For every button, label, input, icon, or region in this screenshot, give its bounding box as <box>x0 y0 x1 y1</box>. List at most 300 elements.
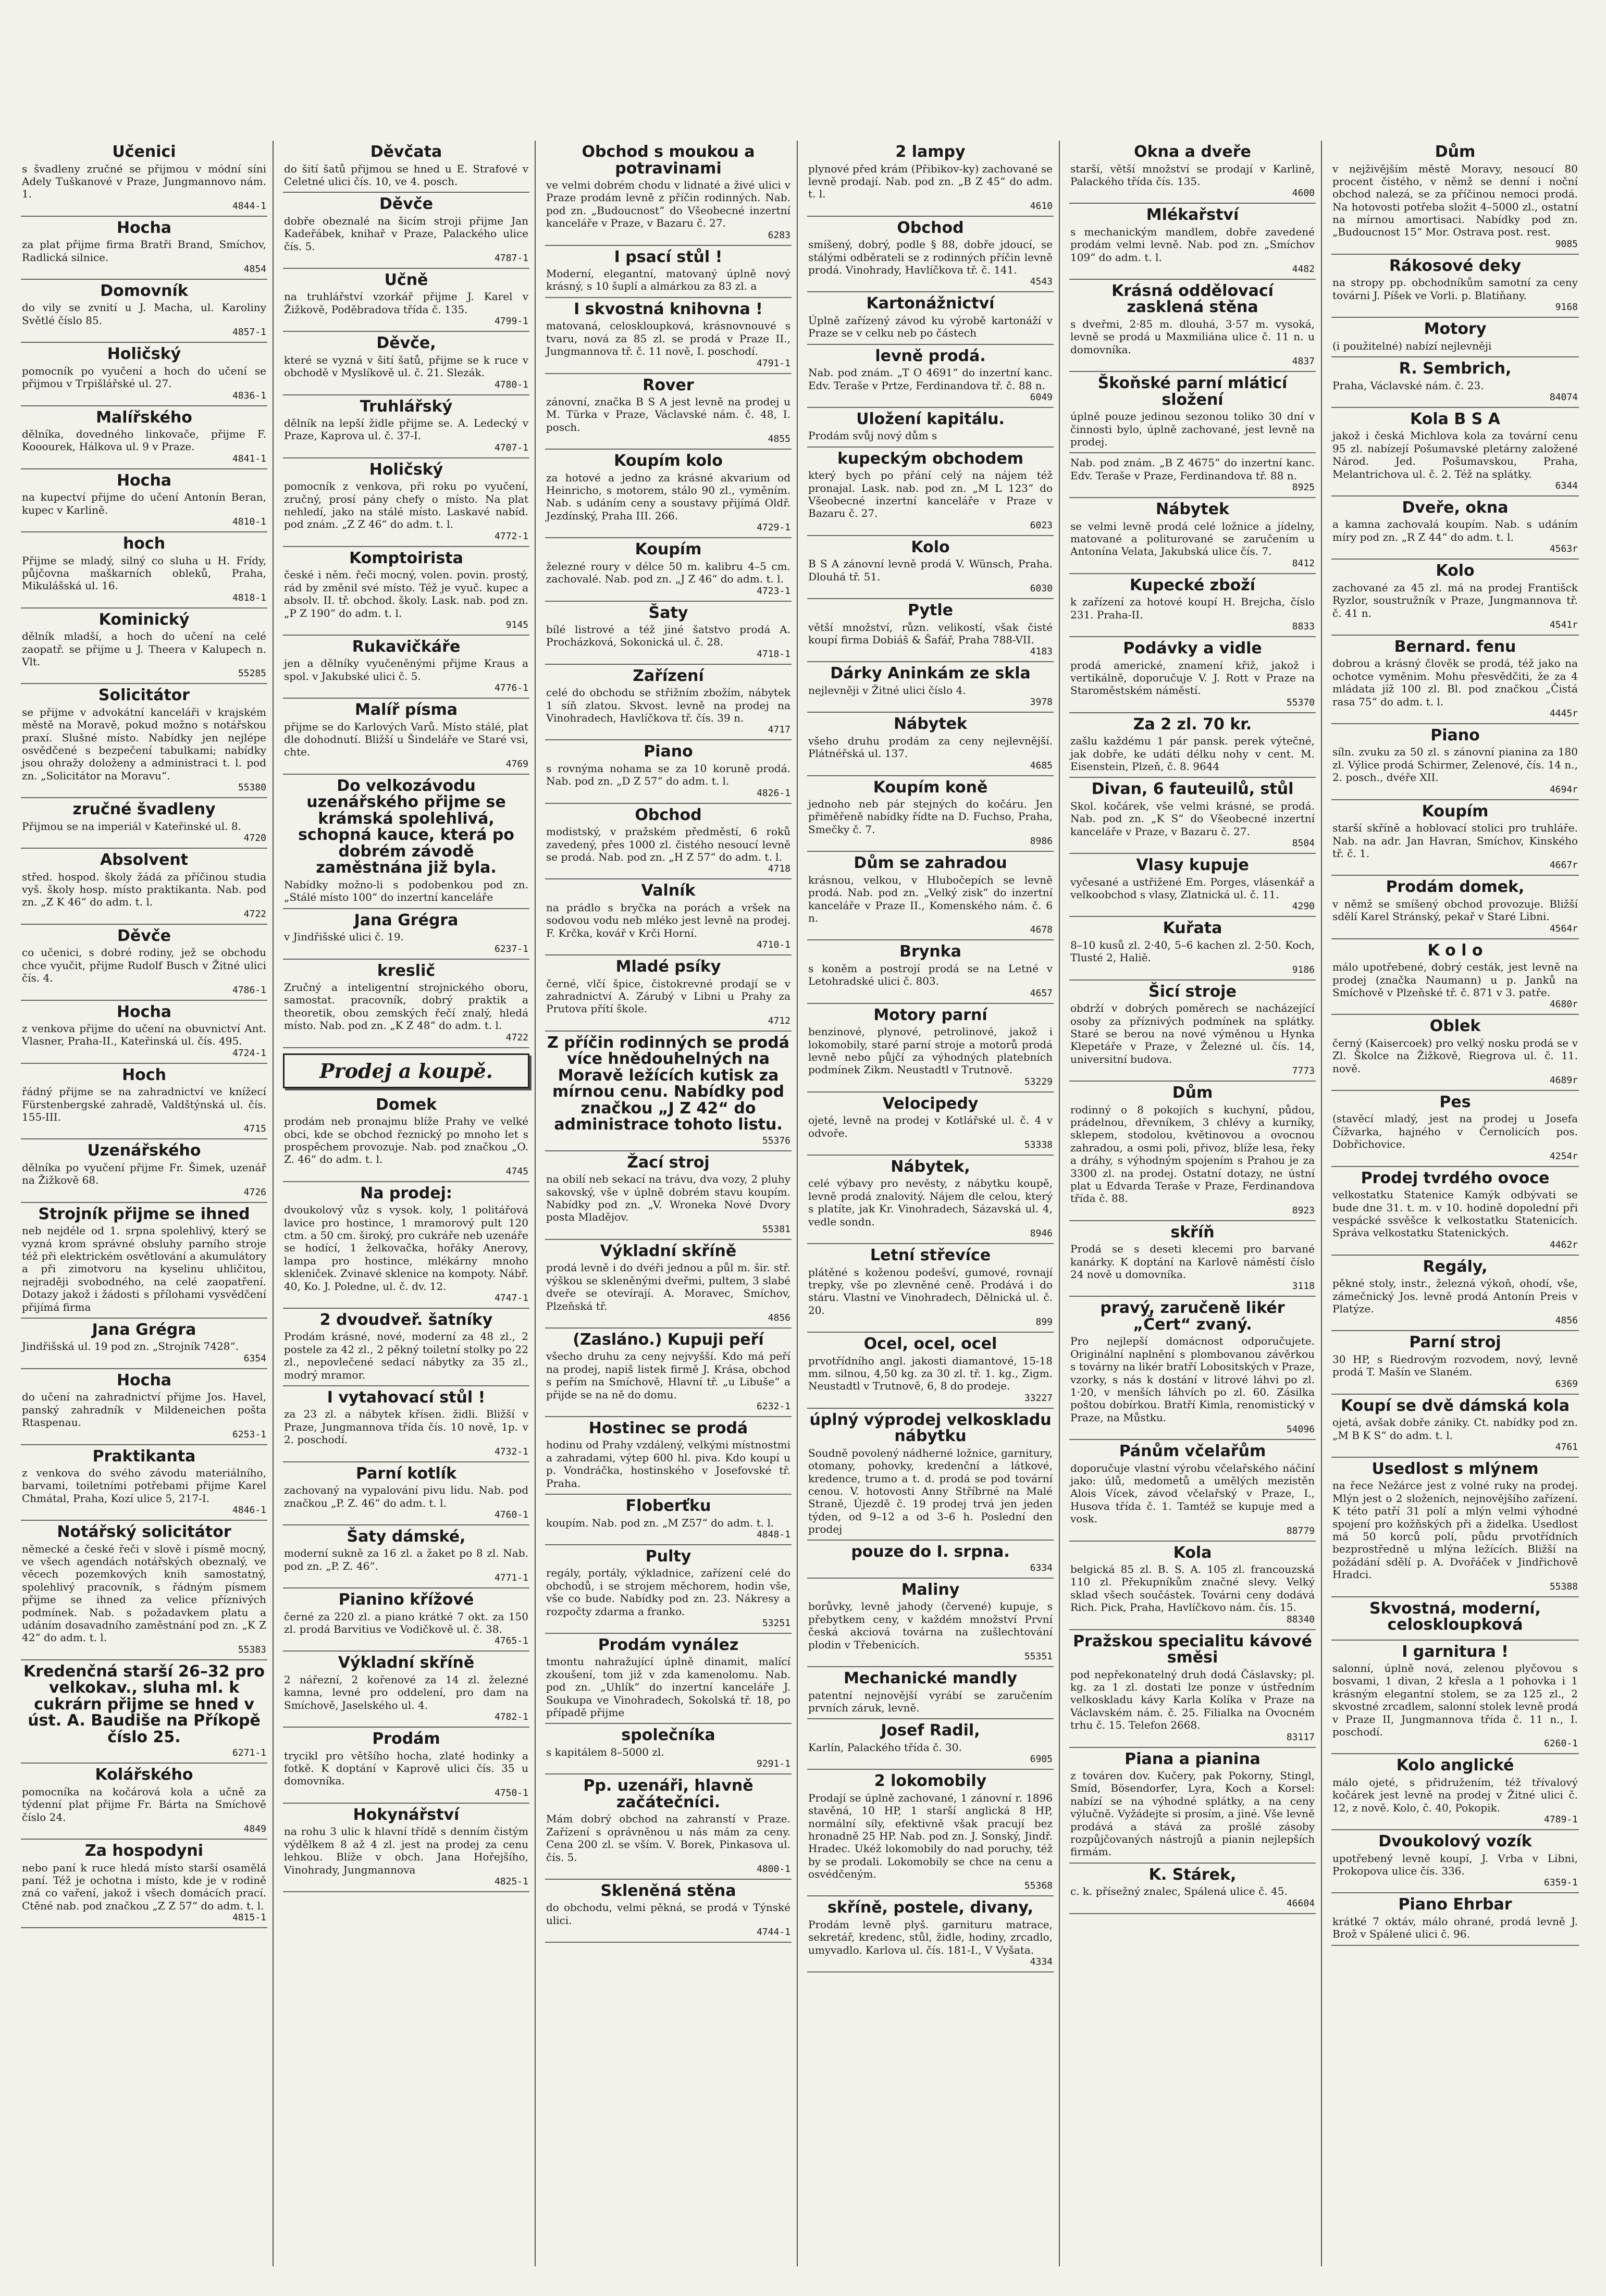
classified-ad <box>21 1369 267 1445</box>
ad-reference-number: 4720 <box>243 833 266 844</box>
ad-text: trycikl pro většího hocha, zlaté hodinky a fotkě. K doptání v Kaprově ulici čís. 35 u domovníka. <box>284 1749 528 1788</box>
ad-title: Kupecké zboží <box>1130 576 1255 594</box>
ad-reference-number: 6030 <box>1030 583 1053 594</box>
ad-text: zánovní, značka B S A jest levně na prodej u M. Türka v Praze, Václavské nám. č. 48, I. posch. <box>546 395 790 433</box>
ad-text: moderní sukně za 16 zl. a žaket po 8 zl. Nab. pod zn. „P. Z. 46“. <box>284 1547 528 1572</box>
ad-reference-number: 33227 <box>1024 1392 1053 1404</box>
ad-text: všeho druhu prodám za ceny nejlevnější. Plátnéřská ul. 137. <box>808 734 1053 760</box>
ad-title: skříně, postele, divany, <box>827 1898 1034 1917</box>
ad-text: do učení na zahradnictví přijme Jos. Havel, panský zahradník v Mildeneichen pošta Rtaspenau. <box>22 1391 266 1429</box>
ad-reference-number: 55376 <box>762 1135 790 1146</box>
classified-ad <box>21 280 267 343</box>
classified-ad <box>21 684 267 798</box>
classified-ad <box>545 879 792 955</box>
ad-text: s dveřmi, 2·85 m. dlouhá, 3·57 m. vysoká, levně se prodá u Maxmiliána ulice č. 11 n. u domovníka. <box>1070 317 1315 356</box>
classified-ad <box>1069 854 1316 917</box>
ad-text: černé, vlčí špice, čistokrevné prodají se v zahradnictví A. Zárubý v Libni u Prahy za Prutova přítí škole. <box>546 977 790 1015</box>
column-4 <box>807 141 1060 2266</box>
ad-title: Dům <box>1435 143 1476 161</box>
ad-reference-number: 4848-1 <box>756 1529 790 1540</box>
classified-ad <box>1069 498 1316 574</box>
ad-text: upotřebený levně koupí, J. Vrba v Libni, Prokopova ulice čís. 336. <box>1332 1852 1578 1877</box>
ad-text: střed. hospod. školy žádá za příčinou studia vyš. školy hosp. místo praktikanta. Nab. pod zn. „Z K 46“ do adm. t. l. <box>22 870 266 909</box>
ad-text: za 23 zl. a nábytek křísen. židli. Bližší v Praze, Jungmannova třída čís. 10 nově, 1p. v 2. poschodí. <box>284 1408 528 1446</box>
classified-ad <box>545 1032 792 1151</box>
ad-reference-number: 4771-1 <box>494 1572 528 1584</box>
ad-title: 2 lampy <box>895 143 966 161</box>
ad-reference-number: 4667r <box>1549 860 1578 871</box>
ad-reference-number: 4657 <box>1030 987 1053 999</box>
classified-ad <box>545 1495 792 1545</box>
ad-text: v Jindřišské ulici č. 19. <box>284 930 404 944</box>
ad-title: K. Stárek, <box>1148 1865 1237 1884</box>
ad-title: Zařízení <box>633 666 704 685</box>
ad-text: 2 nářezní, 2 kořenové za 14 zl. železné kamna, levné pro oddelení, pro dam na Smíchově, Jaselského ul. 4. <box>284 1673 528 1711</box>
ad-text: plátěné s koženou podešví, gumové, rovnají trepky, vše po zlevněné ceně. Prodává i do stáru. Vlastní ve Vinohradech, Dělnická ul. č. 20. <box>808 1265 1053 1317</box>
ad-text: prodám neb pronajmu blíže Prahy ve velké obci, kde se obchod řeznický po mnoho let s prospěchem provozuje. Nab. pod značkou „O. Z. 46“ do adm. t. l. <box>284 1115 528 1166</box>
ad-text: pěkné stoly, instr., železná výkoň, ohodí, vše, zámečnický Jos. levně prodá Antonín Preis v Platýze. <box>1332 1277 1578 1315</box>
classified-ad <box>807 662 1054 713</box>
ad-reference-number: 4769 <box>505 758 528 770</box>
ad-reference-number: 4772-1 <box>494 530 528 542</box>
ad-text: za plat přijme firma Bratři Brand, Smíchov, Radlická silnice. <box>22 238 266 264</box>
classified-ad <box>807 217 1054 293</box>
ad-reference-number: 4729-1 <box>756 522 790 533</box>
ad-title: Piano Ehrbar <box>1398 1895 1512 1914</box>
classified-ad <box>21 1660 267 1764</box>
ad-text: salonní, úplně nová, zelenou plyčovou s bosvami, 1 divan, 2 křesla a 1 pohovka i 1 krásným elegantní stolem, se za 125 zl., 2 skvostné zrcadlem, salonní stolek levně prodá v Praze II, Jungmannova třída č. 11 n., I. poschodí. <box>1332 1662 1578 1738</box>
ad-reference-number: 4800-1 <box>756 1863 790 1875</box>
ad-title: Pp. uzenáři, hlavně začátečníci. <box>583 1777 753 1811</box>
classified-ad <box>545 740 792 803</box>
ad-text: tmontu nahražující úplně dinamit, malící zkoušení, tom již v zda kamenolomu. Nab. pod zn. „Uhlík“ do inzertní kanceláře J. Soukupa ve Vinohradech, Sokolská tř. 18, po případě přijme <box>546 1655 790 1719</box>
ad-reference-number: 4856 <box>1555 1315 1578 1326</box>
classified-ad <box>1069 280 1316 372</box>
ad-text: Karlín, Palackého třída č. 30. <box>808 1741 962 1754</box>
ad-title: Motory parní <box>873 1006 987 1024</box>
ad-reference-number: 4722 <box>243 908 266 920</box>
ad-reference-number: 4694r <box>1549 784 1578 795</box>
ad-reference-number: 6283 <box>768 229 790 241</box>
ad-text: na rohu 3 ulic k hlavní třídě s denním čistým výdělkem 8 až 4 zl. jest na prodej za cenu lehkou. Blíže v obch. Jana Hořejšího, Vinohrady, Jungmannova <box>284 1825 528 1876</box>
ad-reference-number: 4726 <box>243 1186 266 1198</box>
ad-text: hodinu od Prahy vzdálený, velkými místnostmi a zahradami, výtep 600 hl. piva. Kdo koupí u p. Vondráčka, hostinského v Josefovské tř. Praha. <box>546 1438 790 1490</box>
ad-text: obdrží v dobrých poměrech se nacházející osoby za příznivých podmínek na splátky. Staré se berou na nové výměnou u Hynka Klepetáře v Praze, v Železné ul. čís. 14, universitní budova. <box>1070 1002 1315 1065</box>
classified-ad <box>283 395 529 458</box>
ad-text: na prádlo s bryčka na porách a vršek na sodovou vodu neb mléko jest levně na prodej. F. Krčka, kovář v Krči Horní. <box>546 901 790 939</box>
ad-reference-number: 9168 <box>1555 302 1578 313</box>
ad-text: Nabídky možno-li s podobenkou pod zn. „Stálé místo 100“ do inzertní kanceláře <box>284 878 528 904</box>
classified-ad <box>1331 1597 1579 1641</box>
ad-reference-number: 4715 <box>243 1123 266 1135</box>
ad-reference-number: 3978 <box>1030 697 1053 708</box>
ad-reference-number: 4815-1 <box>232 1912 266 1923</box>
ad-reference-number: 4724-1 <box>232 1047 266 1059</box>
classified-ad <box>21 1139 267 1202</box>
ad-reference-number: 55351 <box>1024 1651 1053 1662</box>
ad-text: 8–10 kusů zl. 2·40, 5–6 kachen zl. 2·50. Koch, Tlusté 2, Haliě. <box>1070 938 1315 964</box>
classified-ad <box>807 852 1054 940</box>
ad-title: Děvče <box>379 195 433 214</box>
ad-title: Děvčata <box>370 143 442 161</box>
ad-text: koupím. Nab. pod zn. „M Z57“ do adm. t. l. <box>546 1516 774 1529</box>
ad-reference-number: 55388 <box>1549 1581 1578 1592</box>
ad-title: Floberťku <box>625 1497 711 1516</box>
ad-text: starší, větší množství se prodají v Karlině, Palackého třída čís. 135. <box>1070 162 1315 188</box>
classified-ad <box>545 1880 792 1943</box>
ad-title: Piana a pianina <box>1125 1749 1261 1768</box>
ad-text: patentní nejnovější vyrábí se zaručením prvních záruk, levně. <box>808 1689 1053 1714</box>
ad-title: Kartonážnictví <box>866 294 995 313</box>
ad-reference-number: 899 <box>1035 1317 1053 1328</box>
classified-ad <box>545 1724 792 1774</box>
classified-ad <box>21 849 267 925</box>
ad-text: ve velmi dobrém chodu v lidnaté a živé ulici v Praze prodám levně z příčin rodinných. Nab. pod zn. „Budoucnost“ do Všeobecné inzertní kanceláře v Praze, v Bazaru č. 27. <box>546 179 790 230</box>
ad-reference-number: 4564r <box>1549 923 1578 934</box>
classified-ad <box>283 1804 529 1892</box>
classified-ad <box>21 609 267 685</box>
ad-reference-number: 8986 <box>1030 836 1053 847</box>
classified-ad <box>1069 574 1316 637</box>
classified-ad <box>545 246 792 298</box>
ad-text: neb nejdéle od 1. srpna spolehlivý, který se vyzná krom správné obsluhy parního stroje též při elektrickém osvětlování a akumulátory a při zimotvoru na kyselinu uhličitou, nejraději svobodného, na celé zaopatření. Dotazy jakož i žádosti s přílohami vysvědčení přijímá firma <box>22 1224 266 1313</box>
ad-title: Za hospodyni <box>84 1842 204 1860</box>
ad-reference-number: 55381 <box>762 1223 790 1235</box>
ad-title: hoch <box>122 535 166 553</box>
ad-reference-number: 4799-1 <box>494 316 528 327</box>
ad-text: s kapitálem 8–5000 zl. <box>546 1745 664 1758</box>
ad-title: Hocha <box>116 218 172 237</box>
ad-reference-number: 4857-1 <box>232 327 266 338</box>
classified-ad <box>807 1333 1054 1409</box>
ad-text: s švadleny zručné se přijmou v módní síni Adely Tuškanové v Praze, Jungmannovo nám. 1. <box>22 162 266 201</box>
classified-ad <box>807 776 1054 852</box>
ad-reference-number: 4712 <box>768 1015 790 1026</box>
classified-ad <box>283 636 529 699</box>
classified-ad <box>283 458 529 547</box>
ad-text: s rovnýma nohama se za 10 koruně prodá. Nab. pod zn. „D Z 57“ do adm. t. l. <box>546 762 790 788</box>
ad-title: Kola B S A <box>1410 409 1500 428</box>
ad-text: ojetá, avšak dobře zániky. Ct. nabídky pod zn. „M B K S“ do adm. t. l. <box>1332 1416 1578 1442</box>
ad-reference-number: 4841-1 <box>232 453 266 464</box>
classified-ad <box>807 1541 1054 1579</box>
ad-text: modistský, v pražském předměstí, 6 roků zavedený, přes 1000 zl. čistého nesoucí levně se prodá. Nab. pod zn. „H Z 57“ do adm. t. l. <box>546 825 790 864</box>
classified-ad <box>545 665 792 741</box>
ad-text: (i použitelné) nabízí nejlevněji <box>1332 339 1492 352</box>
classified-ad <box>1331 1015 1579 1091</box>
ad-title: Pánům včelařům <box>1119 1442 1266 1461</box>
ad-reference-number: 4678 <box>1030 924 1053 936</box>
ad-title: Kolo <box>1436 562 1475 580</box>
classified-ad <box>283 909 529 960</box>
classified-ad <box>1069 453 1316 498</box>
ad-title: Děvče <box>117 926 171 945</box>
ad-title: Šaty <box>648 603 688 622</box>
ad-text: který bych po přání celý na nájem též pronajal. Lask. nab. pod zn. „M L 123“ do Všeobecné inzertní kanceláře v Praze v Bazaru č. 27. <box>808 469 1053 520</box>
ad-text: 30 HP, s Riedrovým rozvodem, nový, levně prodá T. Mašín ve Slaném. <box>1332 1352 1578 1379</box>
classified-ad <box>1069 1630 1316 1748</box>
classified-ad <box>545 1634 792 1724</box>
ad-title: kupeckým obchodem <box>837 449 1024 468</box>
ad-reference-number: 4782-1 <box>494 1711 528 1723</box>
ad-title: Malířského <box>96 408 192 427</box>
classified-ad <box>1331 876 1579 939</box>
ad-reference-number: 4826-1 <box>756 787 790 799</box>
ad-title: Výkladní skříně <box>338 1654 475 1672</box>
ad-title: kreslič <box>377 961 436 980</box>
ad-reference-number: 53229 <box>1024 1076 1053 1087</box>
ad-title: Hocha <box>116 1371 172 1389</box>
column-2 <box>283 141 536 2266</box>
classified-ad <box>283 1182 529 1309</box>
ad-reference-number: 6334 <box>1030 1562 1053 1573</box>
ad-text: jakož i česká Michlova kola za tovární cenu 95 zl. nabízejí Pošumavské pletárny založené Národ. Jed. Pošumavskou, Praha, Melantrichova ul. č. 2. Též na splátky. <box>1332 429 1578 480</box>
ad-text: Prodám levně plyš. garnituru matrace, sekretář, kredenc, stůl, židle, hodiny, zrcadlo, umyvadlo. Karlova ul. čís. 181-I., V Vyšata. <box>808 1918 1053 1956</box>
ad-text: Jindřišská ul. 19 pod zn. „Strojník 7428“. <box>22 1340 239 1353</box>
ad-reference-number: 4685 <box>1030 760 1053 771</box>
ad-title: Malíř písma <box>354 701 458 719</box>
ad-title: Výkladní skříně <box>600 1242 737 1260</box>
ad-text: síln. zvuku za 50 zl. s zánovní pianina za 180 zl. Výlice prodá Schirmer, Zelenové, čís. 14 n., 2. posch., dvéře XII. <box>1332 746 1578 784</box>
classified-ad <box>283 269 529 332</box>
ad-reference-number: 4334 <box>1030 1956 1053 1968</box>
ad-text: prodá americké, znamení křiž, jakož i vertikálně, doporučuje V. J. Rott v Praze na Staroměstském náměstí. <box>1070 659 1315 697</box>
ad-reference-number: 8412 <box>1292 557 1315 569</box>
ad-title: Dveře, okna <box>1402 498 1509 517</box>
ad-title: Piano <box>1430 726 1480 744</box>
ad-reference-number: 54096 <box>1286 1424 1315 1435</box>
ad-title: Hoch <box>122 1065 166 1084</box>
classified-ad <box>807 1770 1054 1896</box>
ad-reference-number: 4718-1 <box>756 648 790 660</box>
ad-reference-number: 6369 <box>1555 1378 1578 1389</box>
ad-title: pravý, zaručeně likér „Čert“ zvaný. <box>1100 1299 1285 1334</box>
classified-ad <box>21 343 267 406</box>
ad-reference-number: 6253-1 <box>232 1429 266 1440</box>
ad-reference-number: 4750-1 <box>494 1787 528 1798</box>
ad-title: Truhlářský <box>360 397 453 416</box>
ad-title: Parní kotlík <box>356 1464 456 1483</box>
ad-title: levně prodá. <box>875 346 986 365</box>
ad-text: dělník mladší, a hoch do učení na celé zaopatř. se přijme u J. Theera v Kalupech n. Vlt. <box>22 630 266 668</box>
ad-reference-number: 9291-1 <box>756 1758 790 1770</box>
ad-title: Pes <box>1439 1093 1471 1111</box>
ad-title: Kredenčná starší 26–32 pro velkokav., sluha ml. k cukrárn přijme se hned v úst. A. Baudiše na Příkopě číslo 25. <box>23 1662 265 1746</box>
ad-title: (Zaslánо.) Kupuji peří <box>573 1330 764 1349</box>
ad-text: Mám dobrý obchod na zahranstí v Praze. Zařízení s oprávněnou u nás mám za ceny. Cena 200 zl. se vším. V. Borek, Pinkasova ul. čís. 5. <box>546 1813 790 1864</box>
classified-ad <box>1331 141 1579 255</box>
classified-ad <box>807 1667 1054 1719</box>
ad-title: Domek <box>375 1095 437 1114</box>
classified-ad <box>21 1001 267 1064</box>
ad-text: na kupectví přijme do učení Antonín Beran, kupec v Karlině. <box>22 491 266 516</box>
classified-ad <box>1069 1440 1316 1541</box>
ad-reference-number: 4836-1 <box>232 390 266 401</box>
ad-title: zručné švadleny <box>72 800 216 819</box>
classified-ad <box>1069 778 1316 854</box>
classified-ad <box>1331 1256 1579 1332</box>
ad-reference-number: 4482 <box>1292 263 1315 275</box>
ad-title: Obchod s moukou a potravinami <box>582 143 755 178</box>
ad-title: Absolvent <box>100 851 189 870</box>
ad-title: Uzenářského <box>87 1141 201 1160</box>
classified-ad <box>21 1203 267 1319</box>
ad-reference-number: 6023 <box>1030 519 1053 531</box>
ad-title: skříň <box>1170 1223 1215 1242</box>
ad-reference-number: 4747-1 <box>494 1292 528 1304</box>
ad-reference-number: 4680r <box>1549 999 1578 1010</box>
ad-title: Pražskou specialitu kávové směsi <box>1073 1632 1312 1667</box>
ad-reference-number: 4810-1 <box>232 516 266 528</box>
classified-ad <box>807 1409 1054 1541</box>
classified-ad <box>807 536 1054 599</box>
ad-reference-number: 6260-1 <box>1543 1738 1578 1749</box>
classified-ad <box>545 1774 792 1880</box>
ad-text: v němž se smíšený obchod provozuje. Bližší sdělí Karel Stránský, pekař v Staré Libni. <box>1332 897 1578 923</box>
classified-ad <box>807 599 1054 662</box>
classified-ad <box>1069 1082 1316 1221</box>
ad-text: Přijmou se na imperiál v Kateřinské ul. 8. <box>22 820 241 833</box>
ad-text: na řece Nežárce jest z volné ruky na prodej. Mlýn jest o 2 složeních, nejnovějšího zařízení. K této patří 31 polí a mlýn velmi výhodné spojení pro kožňských při a židelka. Usedlost má 50 korců polí, půdu prvotřídních bezprostředně u mlýna ležících. Bližší na požádání sdělí p. A. Dvořáček v Jindřichově Hradci. <box>1332 1479 1578 1581</box>
ad-title: Za 2 zl. 70 kr. <box>1133 715 1252 734</box>
ad-reference-number: 4791-1 <box>756 357 790 369</box>
ad-text: B S A zánovní levně prodá V. Wünsch, Praha. Dlouhá tř. 51. <box>808 557 1053 583</box>
ad-text: krátké 7 oktáv, málo ohrané, prodá levně J. Brož v Spálené ulici č. 96. <box>1332 1915 1578 1941</box>
ad-text: na stropy pp. obchodníkům samotní za ceny továrni J. Píšek ve Vorli. p. Blatiňany. <box>1332 276 1578 302</box>
ad-text: borůvky, levně jahody (červené) kupuje, s přebytkem ceny, v každém množství První česká akciová továrna na zušlechtování plodin v Třebenicích. <box>808 1600 1053 1651</box>
ad-reference-number: 4765-1 <box>494 1635 528 1647</box>
ad-text: zašlu každému 1 pár pansk. perek výtečné, jak dobře, ke udáti délku nohy v cent. M. Eisenstein, Plzeň, č. 8. 9644 <box>1070 735 1315 773</box>
ad-reference-number: 55383 <box>238 1644 266 1655</box>
ad-title: Do velkozávodu uzenářského přijme se krámská spolehlivá, schopná kauce, která po dobrém závodě zaměstnána již byla. <box>298 776 514 877</box>
ad-title: Nábytek, <box>891 1157 970 1176</box>
classified-ad <box>21 217 267 280</box>
classified-ad <box>1069 204 1316 280</box>
classified-ad <box>1069 981 1316 1082</box>
ad-title: Žací stroj <box>627 1153 710 1172</box>
classified-ad <box>21 925 267 1001</box>
ad-reference-number: 4689r <box>1549 1074 1578 1086</box>
ad-title: Pulty <box>645 1547 691 1566</box>
classified-ad <box>1331 1754 1579 1830</box>
ad-text: málo upotřebené, dobrý cesták, jest levně na prodej (značka Naumann) u p. Janků na Smíchově v Plzeňské tř. č. 871 v 3. patře. <box>1332 961 1578 999</box>
classified-ad <box>21 1840 267 1928</box>
ad-reference-number: 4290 <box>1292 901 1315 912</box>
ad-title: společníka <box>621 1726 715 1745</box>
ad-reference-number: 4856 <box>768 1312 790 1323</box>
classified-ad <box>1331 1641 1579 1755</box>
ad-title: Učně <box>384 270 428 289</box>
ad-title: Jana Grégra <box>92 1320 196 1339</box>
ad-text: regály, portály, výkladnice, zařízení celé do obchodů, i se strojem měchorem, hodin vše, vše co bude. Nabídky pod zn. 23. Nákresy a rozpočty zdarma a franko. <box>546 1567 790 1618</box>
ad-title: Josef Radil, <box>881 1721 980 1740</box>
ad-title: R. Sembrich, <box>1399 359 1512 378</box>
ad-text: k zařízení za hotové koupí H. Brejcha, číslo 231. Praha-II. <box>1070 595 1315 621</box>
classified-ad <box>807 408 1054 448</box>
ad-text: německé a české řeči v slově i písmě mocný, ve všech agendách notářských obeznalý, ve věcech pozemkových knih samostatný, spolehlivý pracovník, s řádným písmem přijme se ihned za velice příznivých podmínek. Nab. s požadavkem platu a udáním dosavadního zaměstnání pod zn. „K Z 42“ do adm. t. l. <box>22 1542 266 1644</box>
ad-text: (stavěcí mladý, jest na prodej u Josefa Čížvarka, hajného v Černolicích pos. Dobřichovice. <box>1332 1112 1578 1151</box>
ad-text: Prodá se s deseti klecemi pro barvané kanárky. K doptání na Karlově náměstí číslo 24 nově u domovníka. <box>1070 1243 1315 1281</box>
classified-ad <box>21 469 267 532</box>
ad-title: Okna a dveře <box>1134 143 1251 161</box>
ad-title: K o l o <box>1427 941 1483 960</box>
ad-reference-number: 88340 <box>1286 1614 1315 1625</box>
classified-ad <box>1069 141 1316 204</box>
ad-text: na truhlářství vzorkář přijme J. Karel v Žižkově, Poděbradova třída č. 135. <box>284 290 528 316</box>
ad-text: v nejživějším městě Moravy, nesoucí 80 procent čistého, v němž se denní i noční obchod nalezá, se za příčinou nemoci prodá. Na hotovosti potřeba složit 4–5000 zl., ostatní na mírnou amortisaci. Nabídky pod zn. „Budoucnost 15“ Mor. Ostrava post. rest. <box>1332 162 1578 239</box>
ad-reference-number: 4732-1 <box>494 1446 528 1457</box>
ad-title: Dům se zahradou <box>854 854 1007 873</box>
ad-text: a kamna zachovalá koupím. Nab. s udáním míry pod zn. „R Z 44“ do adm. t. l. <box>1332 518 1578 543</box>
ad-text: velkostatku Statenice Kamýk odbývati se bude dne 31. t. m. v 10. hodině dopolední při vespácké ssvěšce k velkostatku Statenicích. Správa velkostatku Statenických. <box>1332 1188 1578 1239</box>
ad-reference-number: 6237-1 <box>494 943 528 954</box>
ad-reference-number: 4563r <box>1549 543 1578 555</box>
classified-ad <box>545 450 792 538</box>
ad-text: dvoukolový vůz s vysok. koly, 1 politářová lavice pro hostince, 1 mramorový pult 120 ctm. a 50 cm. široký, pro cukráře neb uzenáře se hodící, 1 želkovačka, hořáky Anerovy, lampa pro hostince, mlékárny mnoho skleniček. Zvinavé sklenice na kompoty. Nábř. 40, Ko. J. Poledne, ul. č. dv. 12. <box>284 1203 528 1293</box>
classified-ad <box>1069 1297 1316 1440</box>
ad-text: dobrou a krásný člověk se prodá, též jako na ochotce vyměnim. Mohu přesvědčiti, že za 4 mládata jíž 100 zl. Bl. pod značkou „Čistá rasa 75“ do adm. t. l. <box>1332 657 1578 708</box>
classified-ad <box>283 960 529 1048</box>
ad-text: dělníka po vyučení přijme Fr. Šimek, uzenář na Žižkově 68. <box>22 1161 266 1187</box>
ad-text: všecho druhu za ceny nejvyšší. Kdo má peří na prodej, napiš listek firmě J. Krása, obchod s peřím na Smíchově, Hlavní tř. „u Libuše“ a přijde se na ně do domu. <box>546 1350 790 1401</box>
classified-ad <box>283 547 529 636</box>
classified-ad <box>1069 1221 1316 1297</box>
ad-title: Brynka <box>899 942 961 961</box>
classified-ad <box>21 1445 267 1521</box>
ad-text: prodá levně i do dvéři jednou a půl m. šir. stř. výškou se skleněnými dveřmi, pultem, 3 slabé dveře se otevírají. A. Moravec, Smíchov, Plzeňská tř. <box>546 1261 790 1312</box>
classified-ad <box>1069 1542 1316 1630</box>
classified-ad <box>1331 357 1579 408</box>
ad-title: Hocha <box>116 471 172 490</box>
ad-reference-number: 6354 <box>243 1352 266 1364</box>
ad-title: 2 dvoudveř. šatníky <box>319 1310 493 1329</box>
classified-ad <box>283 775 529 909</box>
ad-text: Přijme se mladý, silný co sluha u H. Frídy, půjčovna maškarních obleků, Praha, Mikulášská ul. 16. <box>22 554 266 592</box>
classified-ad <box>807 1579 1054 1667</box>
ad-title: Mladé psíky <box>615 958 721 976</box>
ad-title: Mlékařství <box>1146 206 1239 225</box>
ad-reference-number: 46604 <box>1286 1897 1315 1909</box>
ad-title: Letní střevíce <box>870 1246 991 1265</box>
classified-ad <box>545 538 792 601</box>
classified-ad <box>283 1309 529 1386</box>
classified-ad <box>1069 1748 1316 1864</box>
classified-ad <box>545 804 792 880</box>
ad-reference-number: 4600 <box>1292 188 1315 199</box>
ad-title: Prodám vynález <box>598 1635 739 1654</box>
classified-ad <box>283 332 529 395</box>
classified-ad <box>283 1094 529 1182</box>
ad-reference-number: 4761 <box>1555 1441 1578 1453</box>
ad-title: Uložení kapitálu. <box>856 409 1005 428</box>
ad-title: Hokynářství <box>353 1805 460 1824</box>
ad-reference-number: 4787-1 <box>494 252 528 264</box>
ad-title: Kominický <box>98 610 190 629</box>
ad-reference-number: 55368 <box>1024 1880 1053 1892</box>
classified-ad <box>807 292 1054 344</box>
ad-title: Šicí stroje <box>1148 982 1237 1001</box>
ad-reference-number: 9145 <box>505 619 528 630</box>
ad-title: Maliny <box>901 1580 960 1599</box>
ad-text: pomocník po vyučení a hoch do učení se přijmou v Trpišlářské ul. 27. <box>22 364 266 390</box>
classified-ad <box>1331 255 1579 318</box>
ad-reference-number: 84074 <box>1549 391 1578 403</box>
ad-title: Parní stroj <box>1409 1333 1501 1352</box>
ad-reference-number: 7773 <box>1292 1065 1315 1077</box>
ad-text: do obchodu, velmi pěkná, se prodá v Týnské ulici. <box>546 1901 790 1927</box>
ad-reference-number: 8504 <box>1292 838 1315 849</box>
ad-title: Holičský <box>369 460 443 479</box>
